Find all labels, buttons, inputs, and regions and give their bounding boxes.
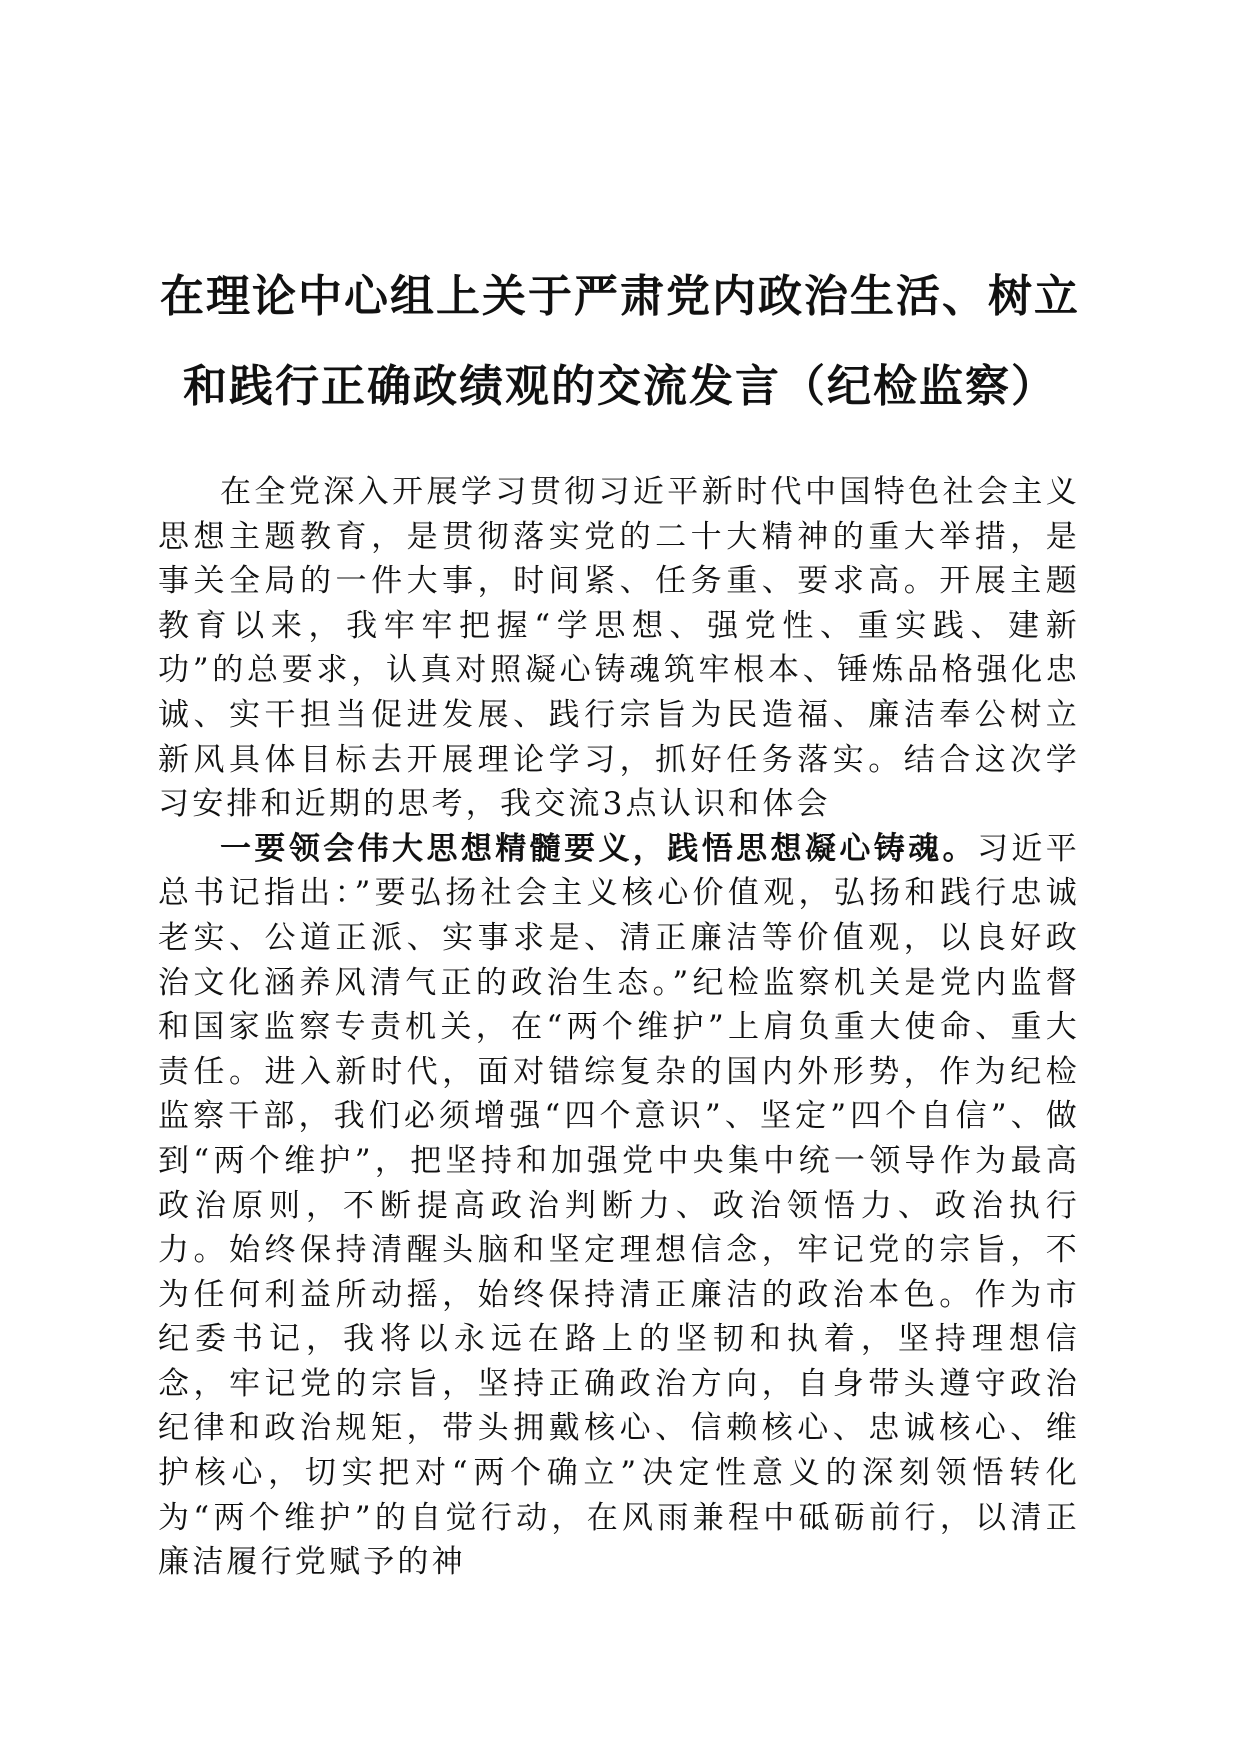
paragraph-point-1 xyxy=(158,827,1080,1585)
paragraph-text: 习近平总书记指出：”要弘扬社会主义核心价值观，弘扬和践行忠诚老实、公道正派、实事求是、清正廉洁等价值观，以良好政治文化涵养风清气正的政治生态。”纪检监察机关是党内监督和国家监察专责机关，在“两个维护”上肩负重大使命、重大责任。进入新时代，面对错综复杂的国内外形势，作为纪检监察干部，我们必须增强“四个意识”、坚定”四个自信”、做到“两个维护”，把坚持和加强党中央集中统一领导作为最高政治原则，不断提高政治判断力、政治领悟力、政治执行力。始终保持清醒头脑和坚定理想信念，牢记党的宗旨，不为任何利益所动摇，始终保持清正廉洁的政治本色。作为市纪委书记，我将以永远在路上的坚韧和执着，坚持理想信念，牢记党的宗旨，坚持正确政治方向，自身带头遵守政治纪律和政治规矩，带头拥戴核心、信赖核心、忠诚核心、维护核心，切实把对“两个确立”决定性意义的深刻领悟转化为“两个维护”的自觉行动，在风雨兼程中砥砺前行，以清正廉洁履行党赋予的神 xyxy=(158,830,1080,1581)
paragraph-lead: 一要领会伟大思想精髓要义，践悟思想凝心铸魂。 xyxy=(220,830,977,867)
title-line-2: 和践行正确政绩观的交流发言（纪检监察） xyxy=(183,361,1057,412)
paragraph-text: 在全党深入开展学习贯彻习近平新时代中国特色社会主义思想主题教育，是贯彻落实党的二十大精神的重大举措，是事关全局的一件大事，时间紧、任务重、要求高。开展主题教育以来，我牢牢把握“学思想、强党性、重实践、建新功”的总要求，认真对照凝心铸魂筑牢根本、锤炼品格强化忠诚、实干担当促进发展、践行宗旨为民造福、廉洁奉公树立新风具体目标去开展理论学习，抓好任务落实。结合这次学习安排和近期的思考，我交流3点认识和体会 xyxy=(158,474,1080,823)
document-body xyxy=(158,470,1080,1585)
document-title xyxy=(150,252,1090,432)
paragraph-intro xyxy=(158,470,1080,827)
title-line-1: 在理论中心组上关于严肃党内政治生活、树立 xyxy=(160,271,1080,322)
